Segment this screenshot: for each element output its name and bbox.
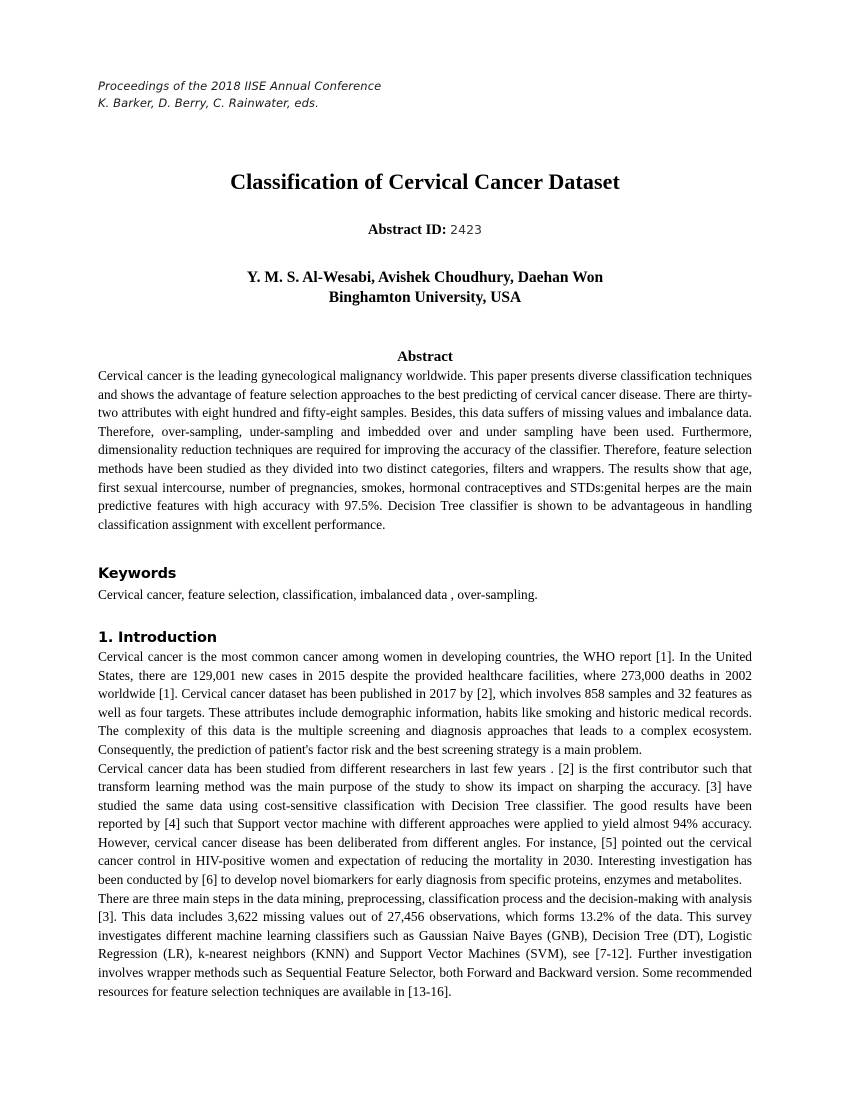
- page-content-column: [98, 78, 752, 1001]
- abstract-id-label: Abstract ID:: [368, 222, 447, 238]
- title-block: [98, 169, 752, 308]
- proceedings-header: [98, 78, 752, 112]
- proceedings-header-line1: Proceedings of the 2018 IISE Annual Conference: [98, 79, 382, 93]
- introduction-paragraph-2: Cervical cancer data has been studied from different researchers in last few years . [2] is the first contributor such that transform learning method was the main purpose of the study to show its impact on sharping the accuracy. [3] have studied the same data using cost-sensitive classification with Decision Tree classifier. The good results have been reported by [4] such that Support vector machine with different approaches were applied to yield almost 94% accuracy. However, cervical cancer disease has been deliberated from different angles. For instance, [5] pointed out the cervical cancer control in HIV-positive women and expectation of reducing the mortality in 2030. Interesting investigation has been conducted by [6] to develop novel biomarkers for early diagnosis from specific proteins, enzymes and metabolites.: [98, 760, 752, 888]
- abstract-heading: Abstract: [397, 349, 453, 365]
- introduction-paragraph-1: Cervical cancer is the most common cancer among women in developing countries, the WHO report [1]. In the United States, there are 129,001 new cases in 2015 despite the provided healthcare facilities, where 273,000 deaths in 2002 worldwide [1]. Cervical cancer dataset has been published in 2017 by [2], which involves 858 samples and 32 features as well as four targets. These attributes include demographic information, habits like smoking and historic medical records. The complexity of this data is the multiple screening and diagnosis approaches that leads to a complex ecosystem. Consequently, the prediction of patient's factor risk and the best screening strategy is a main problem.: [98, 648, 752, 757]
- introduction-paragraph-3: There are three main steps in the data mining, preprocessing, classification process and the decision-making with analysis [3]. This data includes 3,622 missing values out of 27,456 observations, which forms 13.2% of the data. This survey investigates different machine learning classifiers such as Gaussian Naive Bayes (GNB), Decision Tree (DT), Logistic Regression (LR), k-nearest neighbors (KNN) and Support Vector Machines (SVM), see [7-12]. Further investigation involves wrapper methods such as Sequential Feature Selector, both Forward and Backward version. Some recommended resources for feature selection techniques are available in [13-16].: [98, 890, 752, 999]
- page-title: Classification of Cervical Cancer Dataset: [230, 169, 620, 194]
- introduction-heading: 1. Introduction: [98, 629, 217, 646]
- author-list: Y. M. S. Al-Wesabi, Avishek Choudhury, Daehan Won: [246, 269, 604, 286]
- proceedings-header-line2: K. Barker, D. Berry, C. Rainwater, eds.: [98, 96, 319, 110]
- abstract-id: [98, 221, 752, 239]
- abstract-body: Cervical cancer is the leading gynecological malignancy worldwide. This paper presents diverse classification techniques and shows the advantage of feature selection approaches to the best predicting of cervical cancer disease. There are thirty-two attributes with eight hundred and fifty-eight samples. Besides, this data suffers of missing values and imbalance data. Therefore, over-sampling, under-sampling and imbedded over and under sampling have been used. Furthermore, dimensionality reduction techniques are required for improving the accuracy of the classifier. Therefore, feature selection methods have been studied as they divided into two distinct categories, filters and wrappers. The results show that age, first sexual intercourse, number of pregnancies, smokes, hormonal contraceptives and STDs:genital herpes are the main predictive features with high accuracy with 97.5%. Decision Tree classifier is shown to be advantageous in handling classification assignment with excellent performance.: [98, 368, 752, 532]
- abstract-id-value: 2423: [450, 222, 482, 237]
- affiliation: Binghamton University, USA: [328, 289, 522, 306]
- keywords-list: Cervical cancer, feature selection, classification, imbalanced data , over-sampling.: [98, 587, 538, 603]
- keywords-heading: Keywords: [98, 566, 177, 583]
